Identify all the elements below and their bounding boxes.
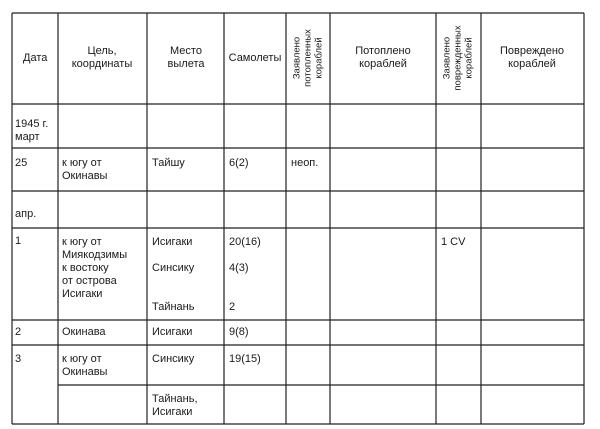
row-3-place-b: Тайнань, Исигаки — [152, 393, 198, 418]
row-25-date: 25 — [15, 157, 28, 169]
row-3-date: 3 — [15, 353, 22, 365]
row-1-date: 1 — [15, 235, 22, 247]
year-month-label: 1945 г. март — [15, 118, 49, 143]
month-april-label: апр. — [15, 208, 37, 220]
row-1-claimed-damaged: 1 CV — [441, 236, 466, 248]
row-1-place-c: Тайнань — [152, 301, 195, 313]
header-planes: Самолеты — [228, 52, 282, 64]
row-25-place: Тайшу — [152, 157, 185, 169]
row-3-planes-a: 19(15) — [229, 353, 261, 365]
row-2-planes: 9(8) — [229, 326, 249, 338]
row-25-target: к югу от Окинавы — [62, 157, 108, 182]
row-2-date: 2 — [15, 326, 22, 338]
row-25-planes: 6(2) — [229, 157, 249, 169]
row-3-target: к югу от Окинавы — [62, 353, 108, 378]
header-claimed-sunk: Заявлено потопленных кораблей — [291, 29, 325, 87]
row-1-place-b: Синсику — [152, 262, 195, 274]
header-damaged: Повреждено кораблей — [499, 45, 565, 70]
header-date: Дата — [23, 52, 48, 64]
header-sunk: Потоплено кораблей — [355, 45, 411, 70]
row-1-place-a: Исигаки — [152, 236, 193, 248]
header-target: Цель, координаты — [71, 45, 133, 70]
header-departure-place: Место вылета — [167, 45, 205, 70]
row-3-place-a: Синсику — [152, 353, 195, 365]
row-1-target: к югу от Миякодзимы к востоку от острова Исигаки — [62, 236, 128, 300]
header-claimed-damaged: Заявлено поврежденных кораблей — [441, 25, 475, 91]
row-2-place: Исигаки — [152, 326, 193, 338]
row-25-claimed-sunk: неоп. — [291, 157, 319, 169]
row-2-target: Окинава — [62, 326, 106, 338]
row-1-planes-a: 20(16) — [229, 236, 261, 248]
row-1-planes-b: 4(3) — [229, 262, 249, 274]
row-1-planes-c: 2 — [229, 301, 236, 313]
